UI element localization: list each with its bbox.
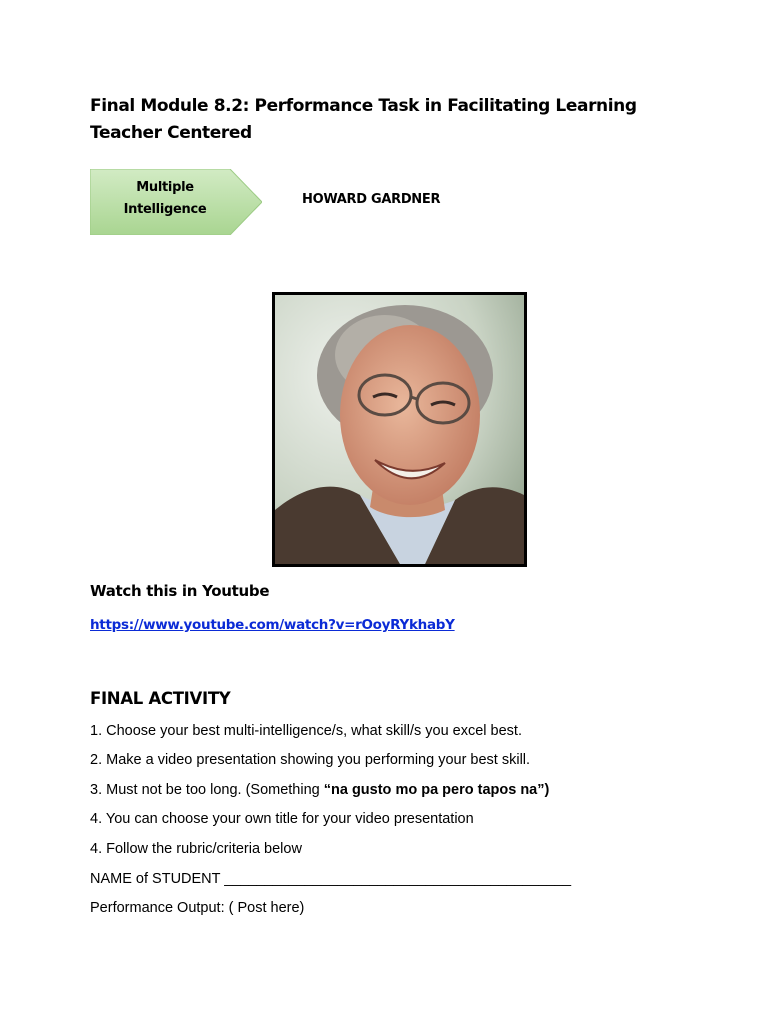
student-name-field[interactable]: NAME of STUDENT ___________________________________________ bbox=[90, 871, 572, 887]
topic-chevron bbox=[90, 169, 262, 235]
portrait-photo bbox=[272, 292, 527, 567]
activity-item-1: 1. Choose your best multi-intelligence/s, what skill/s you excel best. bbox=[90, 723, 522, 739]
activity-item-3-emphasis: “na gusto mo pa pero tapos na”) bbox=[323, 782, 550, 798]
chevron-label-line1: Multiple bbox=[136, 180, 194, 195]
chevron-label-line2: Intelligence bbox=[123, 202, 207, 217]
activity-item-4: 4. You can choose your own title for your video presentation bbox=[90, 811, 474, 827]
performance-output-line: Performance Output: ( Post here) bbox=[90, 900, 305, 916]
youtube-link[interactable]: https://www.youtube.com/watch?v=rOoyRYkhabY bbox=[90, 617, 455, 633]
person-name: HOWARD GARDNER bbox=[302, 192, 441, 207]
activity-item-2: 2. Make a video presentation showing you performing your best skill. bbox=[90, 752, 531, 768]
final-activity-heading: FINAL ACTIVITY bbox=[90, 689, 231, 708]
chevron-label bbox=[90, 177, 240, 221]
watch-heading: Watch this in Youtube bbox=[90, 582, 270, 600]
portrait-photo-icon bbox=[275, 295, 524, 564]
activity-item-3 bbox=[90, 782, 549, 798]
page-title: Final Module 8.2: Performance Task in Facilitating Learning Teacher Centered bbox=[90, 96, 637, 143]
activity-item-5: 4. Follow the rubric/criteria below bbox=[90, 841, 302, 857]
activity-item-3-text: 3. Must not be too long. (Something bbox=[90, 782, 324, 798]
